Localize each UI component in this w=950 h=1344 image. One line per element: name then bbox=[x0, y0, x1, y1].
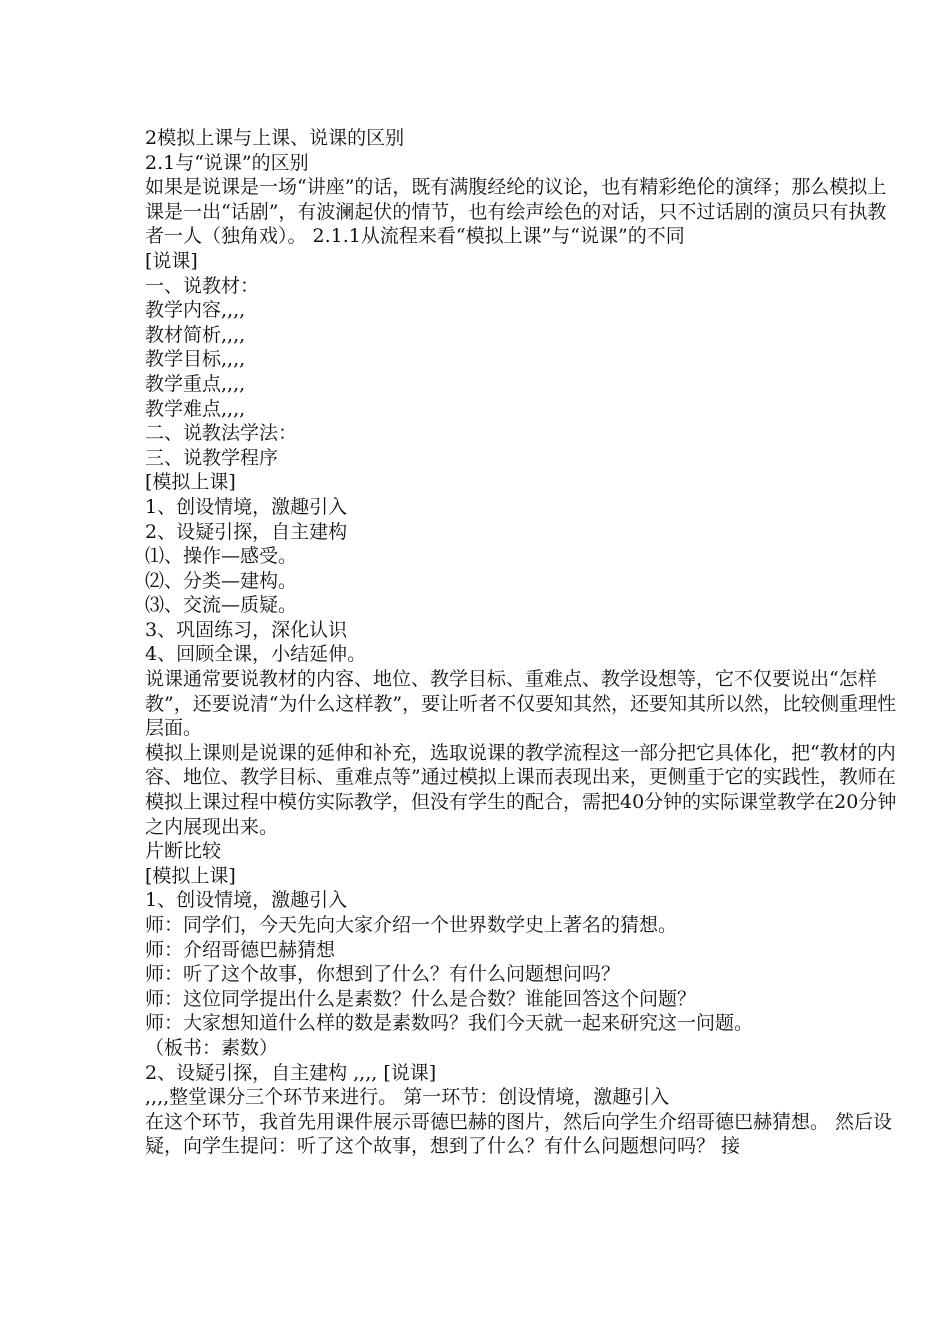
list-item: 片断比较 bbox=[145, 840, 222, 863]
list-item: [说课] bbox=[145, 249, 198, 272]
list-item: ⑵、分类—建构。 bbox=[145, 569, 298, 592]
list-item: 师：同学们，今天先向大家介绍一个世界数学史上著名的猜想。 bbox=[145, 914, 678, 936]
list-item: ,,,,整堂课分三个环节来进行。 第一环节：创设情境，激趣引入 bbox=[145, 1086, 670, 1109]
section-heading: 2模拟上课与上课、说课的区别 bbox=[145, 127, 405, 149]
list-item: 2、设疑引探，自主建构 bbox=[145, 520, 348, 543]
list-item: 师：听了这个故事，你想到了什么？有什么问题想问吗？ bbox=[145, 963, 621, 986]
document-body bbox=[145, 126, 915, 1159]
list-item: 3、巩固练习，深化认识 bbox=[145, 618, 348, 641]
list-item: 1、创设情境，激趣引入 bbox=[145, 889, 348, 912]
list-item: 1、创设情境，激趣引入 bbox=[145, 495, 348, 518]
list-item: 师：这位同学提出什么是素数？什么是合数？谁能回答这个问题？ bbox=[145, 987, 697, 1010]
list-item: 4、回顾全课，小结延伸。 bbox=[145, 643, 367, 666]
list-item: 一、说教材： bbox=[145, 274, 260, 297]
list-item: [模拟上课] bbox=[145, 864, 236, 887]
list-item: 师：介绍哥德巴赫猜想 bbox=[145, 938, 336, 961]
list-item: （板书：素数） bbox=[145, 1036, 279, 1059]
list-item: [模拟上课] bbox=[145, 471, 236, 494]
list-item: 教学目标,,,, bbox=[145, 348, 246, 371]
list-item: 教学难点,,,, bbox=[145, 397, 246, 420]
list-item: 教材简析,,,, bbox=[145, 323, 246, 346]
list-item: 师：大家想知道什么样的数是素数吗？我们今天就一起来研究这一问题。 bbox=[145, 1012, 754, 1035]
paragraph-closing: 在这个环节，我首先用课件展示哥德巴赫的图片，然后向学生介绍哥德巴赫猜想。 然后设疑，向学生提问：听了这个故事，想到了什么？有什么问题想问吗？ 接 bbox=[145, 1110, 893, 1158]
subsection-heading: 2.1与“说课”的区别 bbox=[145, 151, 309, 174]
paragraph-moni: 模拟上课则是说课的延伸和补充，选取说课的教学流程这一部分把它具体化，把“教材的内容、地位、教学目标、重难点等”通过模拟上课而表现出来，更侧重于它的实践性，教师在模拟上课过程中模仿实际教学，但没有学生的配合，需把40分钟的实际课堂教学在20分钟之内展现出来。 bbox=[145, 741, 897, 838]
list-item: 教学重点,,,, bbox=[145, 372, 246, 395]
list-item: 三、说教学程序 bbox=[145, 446, 279, 469]
list-item: ⑶、交流—质疑。 bbox=[145, 594, 298, 617]
list-item: 2、设疑引探，自主建构 ,,,, [说课] bbox=[145, 1061, 437, 1084]
list-item: 二、说教法学法： bbox=[145, 422, 298, 445]
list-item: ⑴、操作—感受。 bbox=[145, 545, 298, 568]
list-item: 教学内容,,,, bbox=[145, 299, 246, 322]
paragraph-shuoke: 说课通常要说教材的内容、地位、教学目标、重难点、教学设想等，它不仅要说出“怎样教”，还要说清“为什么这样教”，要让听者不仅要知其然，还要知其所以然，比较侧重理性层面。 bbox=[145, 668, 897, 740]
paragraph-comparison-intro: 如果是说课是一场“讲座”的话，既有满腹经纶的议论，也有精彩绝伦的演绎；那么模拟上课是一出“话剧”，有波澜起伏的情节，也有绘声绘色的对话，只不过话剧的演员只有执教者一人（独角戏）。 2.1.1从流程来看“模拟上课”与“说课”的不同 bbox=[145, 176, 887, 248]
